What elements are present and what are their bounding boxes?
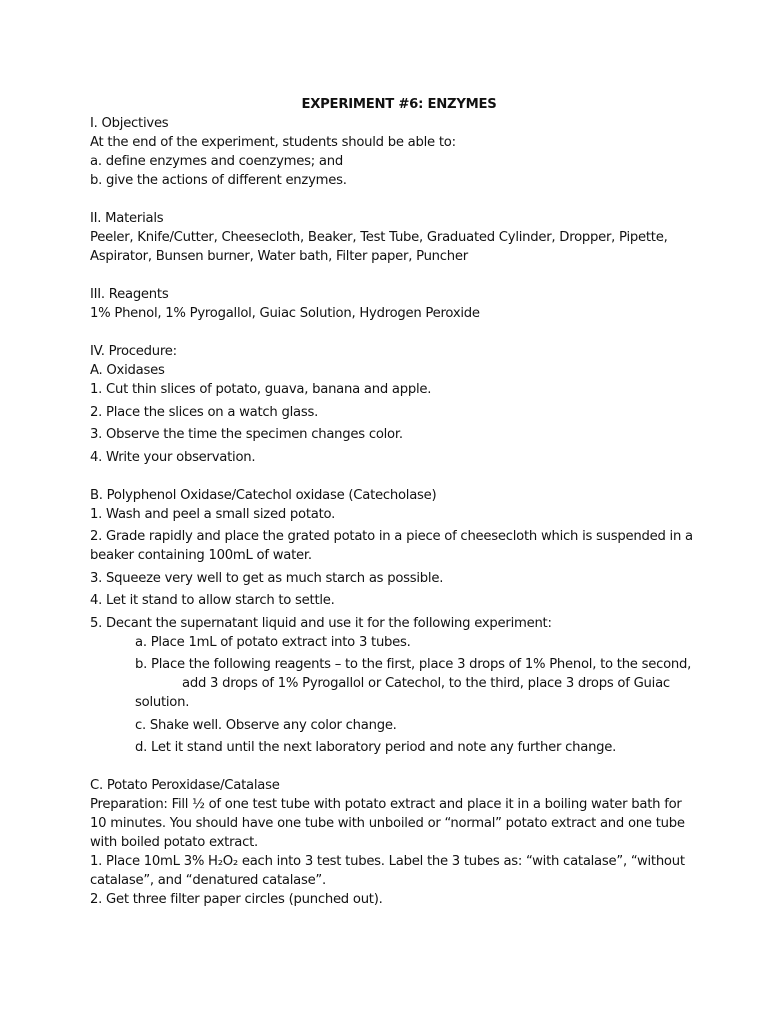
polyphenol-heading: B. Polyphenol Oxidase/Catechol oxidase (Catecholase) [90, 487, 437, 503]
materials-line: Peeler, Knife/Cutter, Cheesecloth, Beaker, Test Tube, Graduated Cylinder, Dropper, Pipette, [90, 230, 668, 245]
procedure-step: 4. Let it stand to allow starch to settle. [90, 593, 335, 608]
objective-item: a. define enzymes and coenzymes; and [90, 154, 343, 169]
procedure-step: 3. Squeeze very well to get as much starch as possible. [90, 570, 444, 586]
procedure-substep-continued: add 3 drops of 1% Pyrogallol or Catechol, to the third, place 3 drops of Guiac [182, 676, 670, 691]
procedure-step: 5. Decant the supernatant liquid and use it for the following experiment: [90, 615, 552, 631]
spacer [90, 266, 690, 285]
oxidases-heading: A. Oxidases [90, 363, 165, 378]
procedure-substep: b. Place the following reagents – to the first, place 3 drops of 1% Phenol, to the second, [135, 657, 692, 672]
objective-item: b. give the actions of different enzymes. [90, 173, 347, 188]
document-page [90, 95, 693, 909]
reagents-list: 1% Phenol, 1% Pyrogallol, Guiac Solution, Hydrogen Peroxide [90, 306, 480, 321]
procedure-substep: d. Let it stand until the next laboratory period and note any further change. [135, 740, 617, 755]
materials-heading: II. Materials [90, 211, 164, 226]
procedure-step: 2. Place the slices on a watch glass. [90, 404, 319, 420]
preparation-line: with boiled potato extract. [90, 835, 258, 850]
peroxidase-heading: C. Potato Peroxidase/Catalase [90, 778, 280, 793]
procedure-step-continued: beaker containing 100mL of water. [90, 548, 312, 563]
materials-line: Aspirator, Bunsen burner, Water bath, Filter paper, Puncher [90, 249, 468, 264]
reagents-heading: III. Reagents [90, 287, 169, 302]
objectives-heading: I. Objectives [90, 116, 169, 131]
document-title: EXPERIMENT #6: ENZYMES [301, 97, 497, 112]
procedure-step-continued: catalase”, and “denatured catalase”. [90, 873, 326, 888]
preparation-line: Preparation: Fill ½ of one test tube with potato extract and place it in a boiling water bath for [90, 797, 682, 812]
procedure-step: 2. Grade rapidly and place the grated potato in a piece of cheesecloth which is suspended in a [90, 529, 693, 544]
procedure-heading: IV. Procedure: [90, 344, 177, 359]
procedure-step: 2. Get three filter paper circles (punched out). [90, 892, 383, 907]
spacer [90, 467, 690, 486]
procedure-substep-continued: solution. [135, 695, 190, 710]
spacer [90, 190, 690, 209]
procedure-step: 1. Place 10mL 3% H₂O₂ each into 3 test tubes. Label the 3 tubes as: “with catalase”, “without [90, 854, 685, 869]
preparation-line: 10 minutes. You should have one tube with unboiled or “normal” potato extract and one tube [90, 816, 685, 831]
spacer [90, 757, 690, 776]
procedure-step: 1. Wash and peel a small sized potato. [90, 506, 336, 522]
objectives-intro: At the end of the experiment, students should be able to: [90, 135, 456, 150]
procedure-step: 1. Cut thin slices of potato, guava, banana and apple. [90, 382, 432, 397]
spacer [90, 323, 690, 342]
procedure-substep: c. Shake well. Observe any color change. [135, 717, 397, 733]
procedure-substep: a. Place 1mL of potato extract into 3 tubes. [135, 634, 411, 650]
procedure-step: 3. Observe the time the specimen changes color. [90, 427, 403, 442]
procedure-step: 4. Write your observation. [90, 449, 256, 465]
